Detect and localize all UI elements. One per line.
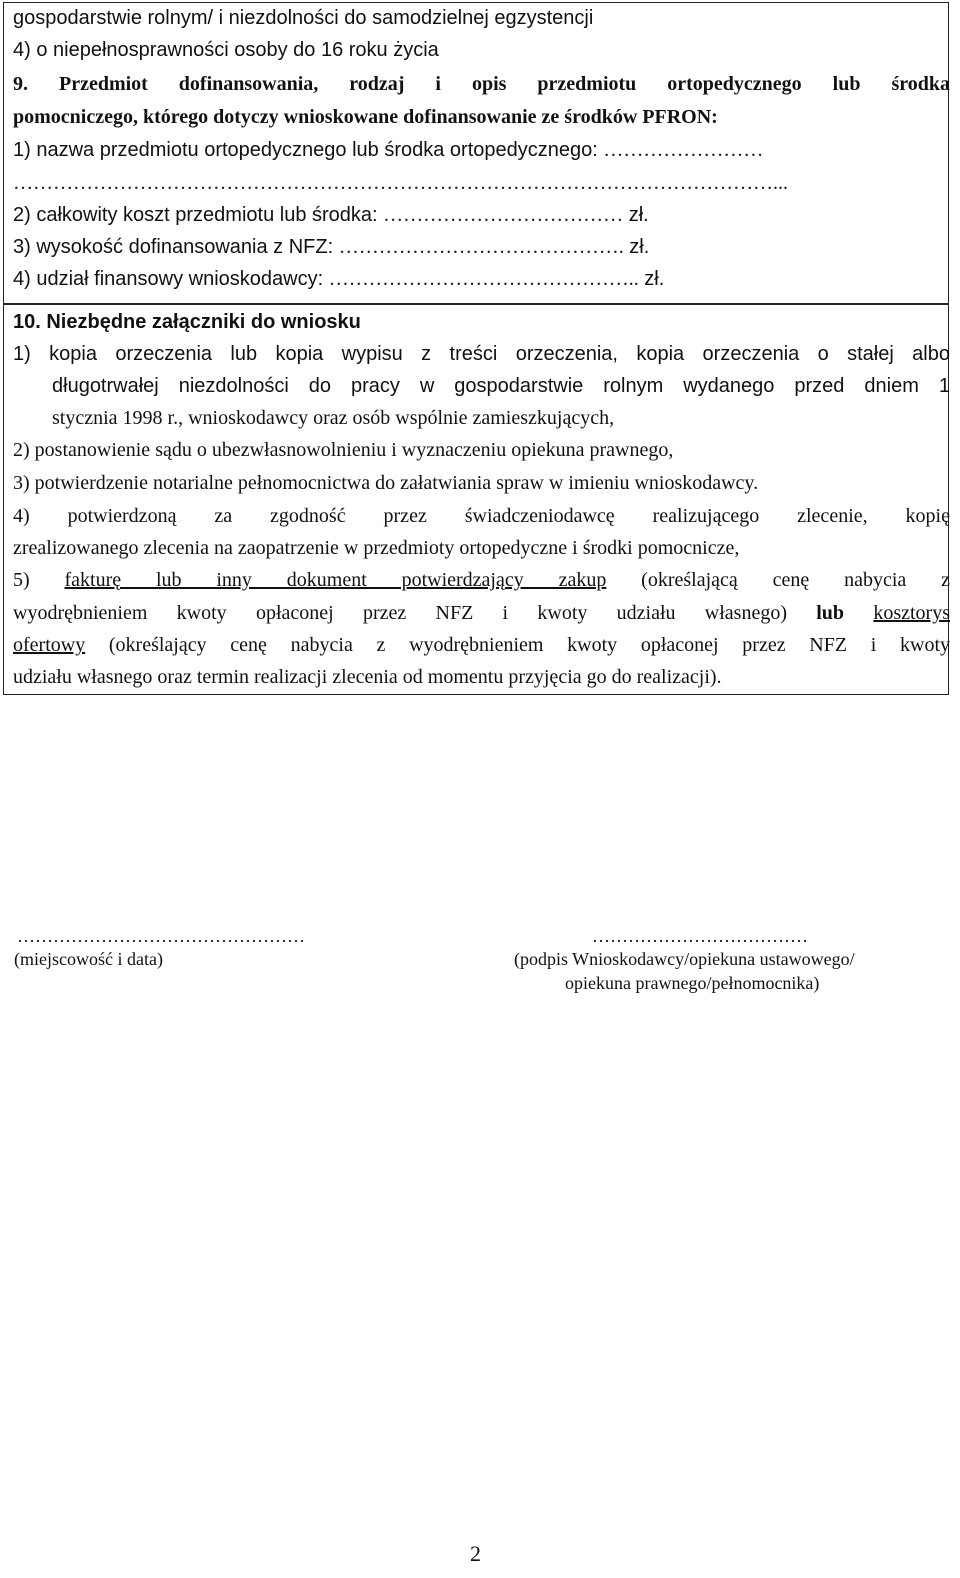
continued-line-1: gospodarstwie rolnym/ i niezdolności do samodzielnej egzystencji — [13, 7, 594, 29]
attachment-5-line-1 — [13, 564, 950, 596]
attachment-5-line-2 — [13, 597, 950, 629]
place-date-fill-line[interactable]: ………………………………………… — [17, 926, 305, 946]
item-2-fill-line[interactable]: ……………………………… — [383, 204, 624, 226]
item-4-label: 4) udział finansowy wnioskodawcy: — [13, 268, 329, 290]
continued-line-2: 4) o niepełnosprawności osoby do 16 roku życia — [13, 39, 439, 61]
attachment-5-invoice-text: fakturę lub inny dokument potwierdzający zakup — [64, 569, 607, 591]
item-2-label: 2) całkowity koszt przedmiotu lub środka: — [13, 204, 384, 226]
attachment-5-line-3-rest: (określający cenę nabycia z wyodrębnieniem kwoty opłaconej przez NFZ i kwoty — [85, 634, 950, 656]
attachment-5-line-4: udziału własnego oraz termin realizacji zlecenia od momentu przyjęcia go do realizacji). — [13, 666, 722, 688]
item-1-label: 1) nazwa przedmiotu ortopedycznego lub środka ortopedycznego: — [13, 139, 604, 161]
section-10-title: 10. Niezbędne załączniki do wniosku — [13, 311, 361, 333]
section-9-item-4 — [13, 263, 950, 295]
attachment-1-line-1: 1) kopia orzeczenia lub kopia wypisu z treści orzeczenia, kopia orzeczenia o stałej albo — [13, 343, 950, 365]
attachment-5-line-2-start: wyodrębnieniem kwoty opłaconej przez NFZ i kwoty udziału własnego) — [13, 602, 817, 624]
attachment-1-line-2: długotrwałej niezdolności do pracy w gospodarstwie rolnym wydanego przed dniem 1 — [52, 375, 950, 397]
item-2-unit: zł. — [623, 204, 649, 226]
item-1-fill-line[interactable]: …………………… — [603, 139, 764, 161]
signature-fill-line[interactable]: ……………………………… — [592, 926, 808, 946]
attachment-5-line-1-rest: (określającą cenę nabycia z — [606, 569, 950, 591]
attachment-5-offer: ofertowy — [13, 634, 86, 656]
attachment-4-line-2: zrealizowanego zlecenia na zaopatrzenie w przedmioty ortopedyczne i środki pomocnicze, — [13, 537, 740, 559]
section-9-title-line-1: 9. Przedmiot dofinansowania, rodzaj i opis przedmiotu ortopedycznego lub środka — [13, 73, 950, 95]
place-date-label: (miejscowość i data) — [14, 949, 163, 969]
section-9-item-1 — [13, 134, 950, 166]
section-9-title-line-2: pomocniczego, którego dotyczy wnioskowane dofinansowanie ze środków PFRON: — [13, 106, 718, 128]
section-9-item-2 — [13, 199, 950, 231]
attachment-5-number: 5) — [13, 569, 65, 591]
item-3-unit: zł. — [623, 236, 650, 258]
attachment-5-line-3 — [13, 629, 950, 661]
attachment-3: 3) potwierdzenie notarialne pełnomocnictwa do załatwiania spraw w imieniu wnioskodawcy. — [13, 472, 759, 494]
attachment-4-line-1: 4) potwierdzoną za zgodność przez świadczeniodawcę realizującego zlecenie, kopię — [13, 505, 950, 527]
signature-label-2: opiekuna prawnego/pełnomocnika) — [565, 973, 820, 993]
signature-label-1: (podpis Wnioskodawcy/opiekuna ustawowego/ — [514, 949, 855, 969]
item-3-label: 3) wysokość dofinansowania z NFZ: — [13, 236, 339, 258]
item-3-fill-line[interactable]: ……………………………………. — [338, 236, 624, 258]
attachment-2: 2) postanowienie sądu o ubezwłasnowolnieniu i wyznaczeniu opiekuna prawnego, — [13, 439, 674, 461]
attachment-1-line-3: stycznia 1998 r., wnioskodawcy oraz osób wspólnie zamieszkujących, — [52, 407, 615, 429]
attachment-5-or: lub — [816, 602, 845, 624]
item-4-fill-line[interactable]: ……………………………………….. — [328, 268, 639, 290]
item-1-fill-line-2[interactable]: ……………………………………………………………………………………………………... — [13, 172, 788, 194]
page-number: 2 — [470, 1541, 481, 1566]
attachment-5-cost-estimate: kosztorys — [873, 602, 951, 624]
section-9-item-3 — [13, 231, 950, 263]
item-4-unit: zł. — [638, 268, 665, 290]
